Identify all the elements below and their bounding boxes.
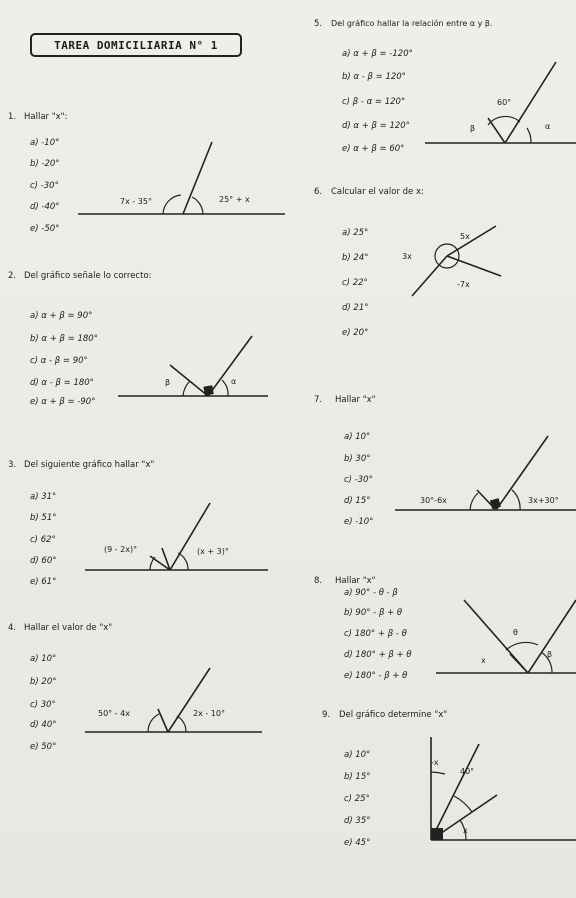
problem-5-label-beta: β	[470, 124, 476, 133]
problem-8-label-beta: β	[547, 650, 553, 659]
problem-2-number: 2.	[8, 271, 17, 281]
problem-6-label-5x: 5x	[460, 232, 470, 241]
problem-7-label-right: 3x+30°	[528, 496, 559, 505]
problem-5-prompt: Del gráfico hallar la relación entre α y β.	[331, 19, 493, 28]
problem-4-option-c: c) 30°	[30, 700, 56, 710]
problem-6-number: 6.	[314, 187, 323, 197]
problem-3-number: 3.	[8, 460, 17, 470]
problem-4-label-left: 50° - 4x	[98, 709, 130, 718]
problem-9-prompt: Del gráfico determine "x"	[339, 710, 448, 720]
problem-9-label-negx: -x	[431, 758, 439, 767]
problem-9-number: 9.	[322, 710, 331, 720]
problem-5-label-60: 60°	[497, 98, 512, 107]
problem-5-option-e: e) α + β = 60°	[342, 144, 405, 154]
problem-3-option-b: b) 51°	[30, 513, 57, 523]
problem-6-label-neg7x: -7x	[457, 280, 470, 289]
problem-2-prompt: Del gráfico señale lo correcto:	[24, 271, 152, 281]
problem-4-number: 4.	[8, 623, 17, 633]
problem-9-option-c: c) 25°	[344, 794, 370, 804]
problem-4-option-b: b) 20°	[30, 677, 57, 687]
problem-8-label-x: x	[481, 656, 486, 665]
problem-5-label-alpha: α	[545, 122, 551, 131]
problem-3-option-e: e) 61°	[30, 577, 57, 587]
problem-1-option-a: a) -10°	[30, 138, 60, 148]
problem-7-option-b: b) 30°	[344, 454, 371, 464]
problem-7-prompt: Hallar "x"	[335, 395, 376, 405]
problem-7-option-c: c) -30°	[344, 475, 373, 485]
problem-2-option-b: b) α + β = 180°	[30, 334, 98, 344]
problem-9-option-a: a) 10°	[344, 750, 371, 760]
problem-1-prompt: Hallar "x":	[24, 112, 68, 122]
problem-1-label-right: 25° + x	[219, 195, 250, 204]
problem-8-option-c: c) 180° + β - θ	[344, 629, 407, 639]
problem-6-option-b: b) 24°	[342, 253, 369, 263]
problem-6-option-c: c) 22°	[342, 278, 368, 288]
problem-8-label-theta: θ	[513, 628, 518, 637]
problem-1-option-c: c) -30°	[30, 181, 59, 191]
problem-7-number: 7.	[314, 395, 323, 405]
problem-9-label-40: 40°	[460, 767, 475, 776]
problem-5-number: 5.	[314, 19, 323, 29]
problem-1-option-b: b) -20°	[30, 159, 60, 169]
problem-6-option-e: e) 20°	[342, 328, 369, 338]
worksheet-title: TAREA DOMICILIARIA N° 1	[30, 33, 242, 57]
problem-7-option-a: a) 10°	[344, 432, 371, 442]
problem-8-option-a: a) 90° - θ - β	[344, 588, 398, 598]
problem-3-option-a: a) 31°	[30, 492, 57, 502]
problem-3-option-c: c) 62°	[30, 535, 56, 545]
problem-6-option-d: d) 21°	[342, 303, 369, 313]
problem-6-prompt: Calcular el valor de x:	[331, 187, 424, 197]
problem-1-label-left: 7x - 35°	[120, 197, 152, 206]
problem-6-option-a: a) 25°	[342, 228, 369, 238]
problem-2-option-e: e) α + β = -90°	[30, 397, 96, 407]
problem-4-option-e: e) 50°	[30, 742, 57, 752]
problem-2-option-d: d) α - β = 180°	[30, 378, 94, 388]
problem-3-prompt: Del siguiente gráfico hallar "x"	[24, 460, 155, 470]
problem-4-option-a: a) 10°	[30, 654, 57, 664]
problem-9-option-e: e) 45°	[344, 838, 371, 848]
problem-2-option-c: c) α - β = 90°	[30, 356, 88, 366]
problem-4-label-right: 2x - 10°	[193, 709, 225, 718]
problem-4-option-d: d) 40°	[30, 720, 57, 730]
problem-7-option-d: d) 15°	[344, 496, 371, 506]
problem-5-option-b: b) α - β = 120°	[342, 72, 406, 82]
problem-2-label-alpha: α	[231, 377, 237, 386]
problem-7-label-left: 30°-6x	[420, 496, 447, 505]
problem-8-number: 8.	[314, 576, 323, 586]
problem-8-option-e: e) 180° - β + θ	[344, 671, 408, 681]
problem-8-option-b: b) 90° - β + θ	[344, 608, 403, 618]
problem-2-label-beta: β	[165, 378, 171, 387]
problem-3-label-right: (x + 3)°	[197, 547, 229, 556]
problem-5-option-d: d) α + β = 120°	[342, 121, 410, 131]
problem-8-prompt: Hallar "x"	[335, 576, 376, 586]
problem-6-label-3x: 3x	[402, 252, 412, 261]
problem-9-option-d: d) 35°	[344, 816, 371, 826]
problem-1-option-e: e) -50°	[30, 224, 60, 234]
problem-1-option-d: d) -40°	[30, 202, 60, 212]
problem-7-option-e: e) -10°	[344, 517, 374, 527]
problem-3-label-left: (9 - 2x)°	[104, 545, 138, 554]
problem-9-label-x: x	[463, 826, 468, 835]
problem-4-prompt: Hallar el valor de "x"	[24, 623, 113, 633]
problem-5-option-c: c) β - α = 120°	[342, 97, 406, 107]
problem-9-option-b: b) 15°	[344, 772, 371, 782]
problem-3-option-d: d) 60°	[30, 556, 57, 566]
problem-2-option-a: a) α + β = 90°	[30, 311, 93, 321]
problem-1-number: 1.	[8, 112, 17, 122]
problem-5-option-a: a) α + β = -120°	[342, 49, 413, 59]
problem-8-option-d: d) 180° + β + θ	[344, 650, 412, 660]
